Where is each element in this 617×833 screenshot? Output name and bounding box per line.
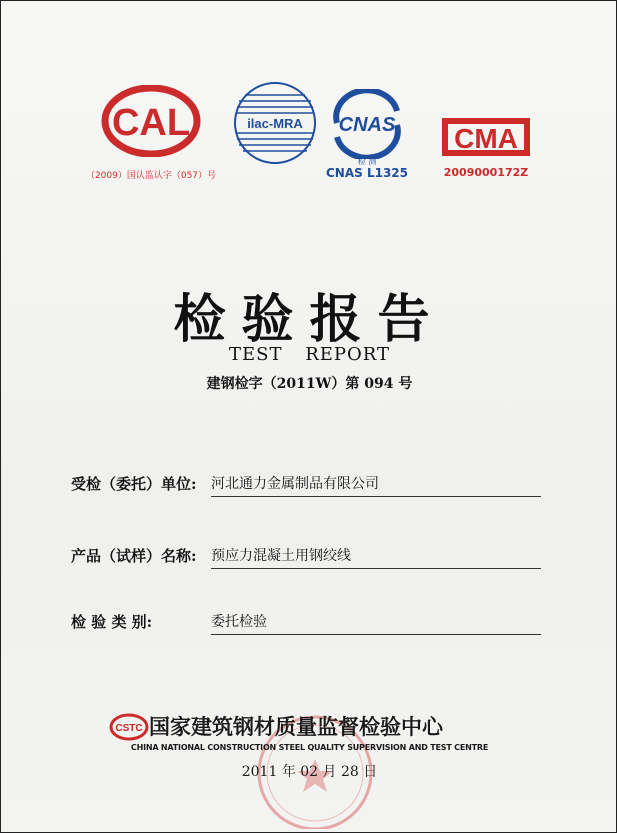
svg-text:CMA: CMA bbox=[454, 123, 518, 154]
svg-text:CSTC: CSTC bbox=[115, 723, 143, 734]
cstc-logo bbox=[109, 713, 149, 741]
report-date: 2011 年 02 月 28 日 bbox=[241, 764, 378, 780]
svg-text:ilac-MRA: ilac-MRA bbox=[247, 116, 303, 131]
report-title-en: TEST REPORT bbox=[228, 344, 390, 365]
organization-name-en: CHINA NATIONAL CONSTRUCTION STEEL QUALITY SUPERVISION AND TEST CENTRE bbox=[130, 743, 489, 752]
field-client-value: 河北通力金属制品有限公司 bbox=[211, 473, 541, 497]
field-client bbox=[71, 473, 541, 497]
field-product-label: 产品（试样）名称: bbox=[71, 547, 197, 565]
cal-certificate-number: （2009）国认监认字（057）号 bbox=[85, 171, 217, 181]
field-product-value: 预应力混凝土用钢绞线 bbox=[211, 545, 541, 569]
document-number: 建钢检字（2011W）第 094 号 bbox=[206, 376, 413, 392]
report-title-cn: 检验报告 bbox=[173, 289, 446, 350]
field-client-label: 受检（委托）单位: bbox=[71, 475, 197, 493]
cma-logo bbox=[441, 115, 531, 159]
field-test-type bbox=[71, 611, 541, 635]
field-test-type-value: 委托检验 bbox=[211, 611, 541, 635]
svg-text:CNAS: CNAS bbox=[338, 114, 396, 136]
cma-number: 2009000172Z bbox=[443, 166, 529, 179]
organization-name-cn: 国家建筑钢材质量监督检验中心 bbox=[149, 714, 443, 739]
cnas-number: CNAS L1325 bbox=[325, 166, 408, 180]
cal-logo bbox=[101, 85, 201, 157]
cnas-logo bbox=[323, 89, 411, 159]
field-product bbox=[71, 545, 541, 569]
ilac-mra-logo bbox=[233, 81, 317, 165]
svg-text:CAL: CAL bbox=[111, 102, 191, 144]
cnas-subtitle: 检 测 bbox=[357, 157, 377, 166]
field-test-type-label: 检 验 类 别: bbox=[71, 613, 153, 631]
